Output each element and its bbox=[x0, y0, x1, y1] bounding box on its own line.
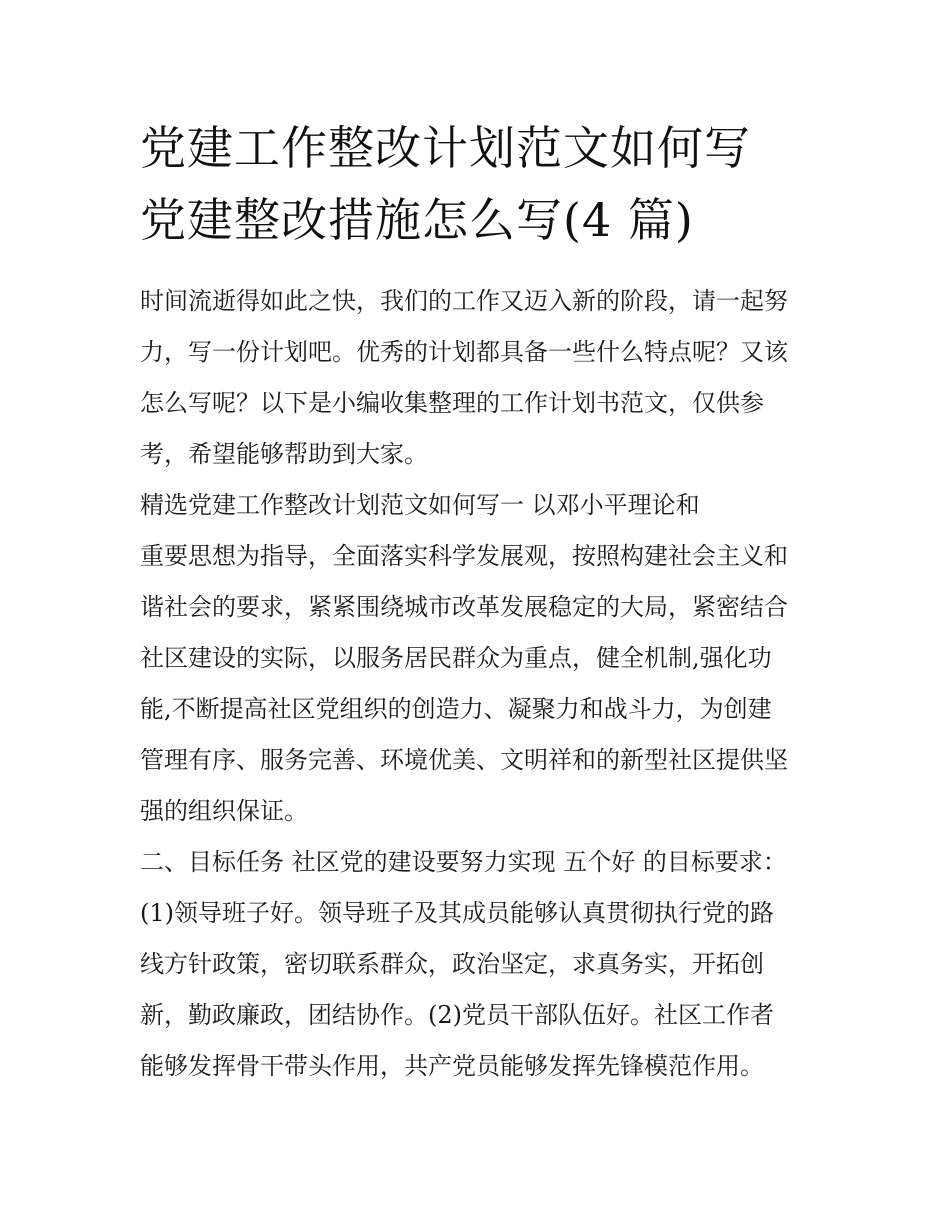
body-line: 精选党建工作整改计划范文如何写一 以邓小平理论和 bbox=[140, 491, 700, 519]
document-body bbox=[140, 276, 820, 1092]
title-line-2: 党建整改措施怎么写(4 篇) bbox=[140, 193, 694, 247]
body-line: 时间流逝得如此之快，我们的工作又迈入新的阶段，请一起努 bbox=[140, 287, 788, 315]
body-line: 新，勤政廉政，团结协作。(2)党员干部队伍好。社区工作者 bbox=[140, 1001, 774, 1029]
title-line-1: 党建工作整改计划范文如何写 bbox=[140, 121, 751, 175]
body-line: 怎么写呢？以下是小编收集整理的工作计划书范文，仅供参 bbox=[140, 389, 764, 417]
body-line: 管理有序、服务完善、环境优美、文明祥和的新型社区提供坚 bbox=[140, 746, 788, 774]
body-line: 力，写一份计划吧。优秀的计划都具备一些什么特点呢？又该 bbox=[140, 338, 788, 366]
body-line: 能够发挥骨干带头作用，共产党员能够发挥先锋模范作用。 bbox=[140, 1052, 764, 1080]
body-line: 线方针政策，密切联系群众，政治坚定，求真务实，开拓创 bbox=[140, 950, 764, 978]
body-line: 社区建设的实际，以服务居民群众为重点，健全机制,强化功 bbox=[140, 644, 772, 672]
body-line: 考，希望能够帮助到大家。 bbox=[140, 440, 428, 468]
body-line: (1)领导班子好。领导班子及其成员能够认真贯彻执行党的路 bbox=[140, 899, 774, 927]
body-line: 重要思想为指导，全面落实科学发展观，按照构建社会主义和 bbox=[140, 542, 788, 570]
body-line: 二、目标任务 社区党的建设要努力实现 五个好 的目标要求： bbox=[140, 848, 787, 876]
body-line: 谐社会的要求，紧紧围绕城市改革发展稳定的大局，紧密结合 bbox=[140, 593, 788, 621]
document-title bbox=[140, 112, 830, 256]
body-line: 能,不断提高社区党组织的创造力、凝聚力和战斗力，为创建 bbox=[140, 695, 772, 723]
body-line: 强的组织保证。 bbox=[140, 797, 308, 825]
